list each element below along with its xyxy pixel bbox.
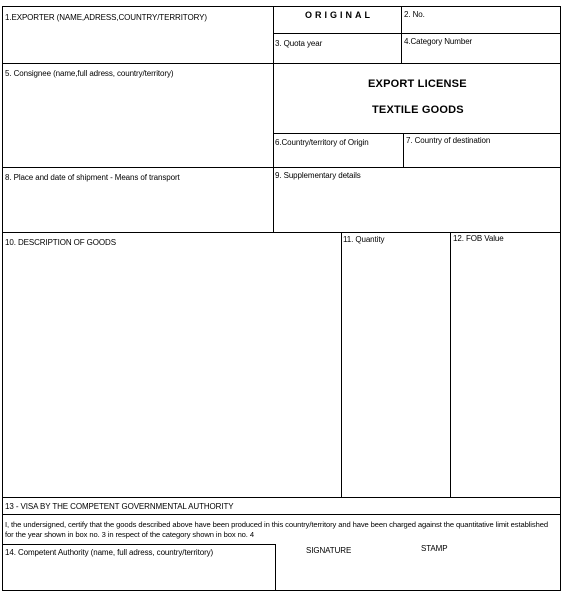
shipment-label: 8. Place and date of shipment - Means of transport	[5, 173, 180, 182]
document-title-line2: TEXTILE GOODS	[372, 104, 464, 116]
divider-original-bottom	[273, 33, 561, 34]
divider-row2-bottom	[2, 167, 561, 168]
fob-value-label: 12. FOB Value	[453, 234, 504, 243]
border-top	[2, 6, 561, 7]
divider-visa-title-bottom	[2, 514, 561, 515]
divider-visa-top	[2, 497, 561, 498]
consignee-label: 5. Consignee (name,full adress, country/territory)	[5, 69, 174, 78]
category-number-label: 4.Category Number	[404, 37, 473, 46]
competent-authority-label: 14. Competent Authority (name, full adress, country/territory)	[5, 548, 214, 557]
divider-row1-bottom	[2, 63, 561, 64]
quantity-label: 11. Quantity	[343, 235, 385, 244]
border-right	[560, 6, 561, 591]
border-bottom	[2, 590, 561, 591]
quota-year-label: 3. Quota year	[275, 39, 323, 48]
number-label: 2. No.	[404, 10, 425, 19]
visa-statement: I, the undersigned, certify that the goods described above have been produced in this country/territory and have been charged against the quantitative limit established for the year shown in box no. 3 in respect of the category shown in box no. 4	[5, 520, 548, 539]
supplementary-label: 9. Supplementary details	[275, 171, 361, 180]
divider-origin-destination	[403, 133, 404, 167]
divider-fob-left	[450, 232, 451, 498]
original-label: ORIGINAL	[305, 10, 373, 20]
description-label: 10. DESCRIPTION OF GOODS	[5, 238, 116, 247]
divider-authority-top	[2, 544, 275, 545]
country-origin-label: 6.Country/territory of Origin	[275, 138, 369, 147]
stamp-label: STAMP	[421, 544, 448, 553]
divider-no-left	[401, 6, 402, 63]
border-left	[2, 6, 3, 591]
divider-row3-bottom	[2, 232, 561, 233]
divider-title-bottom	[273, 133, 561, 134]
country-destination-label: 7. Country of destination	[406, 136, 491, 145]
visa-label: 13 - VISA BY THE COMPETENT GOVERNMENTAL AUTHORITY	[5, 502, 234, 511]
divider-quantity-left	[341, 232, 342, 498]
document-title-line1: EXPORT LICENSE	[368, 78, 467, 90]
divider-exporter-right	[273, 6, 274, 233]
divider-authority-right	[275, 544, 276, 591]
exporter-label: 1.EXPORTER (NAME,ADRESS,COUNTRY/TERRITORY)	[5, 13, 207, 22]
signature-label: SIGNATURE	[306, 546, 352, 555]
